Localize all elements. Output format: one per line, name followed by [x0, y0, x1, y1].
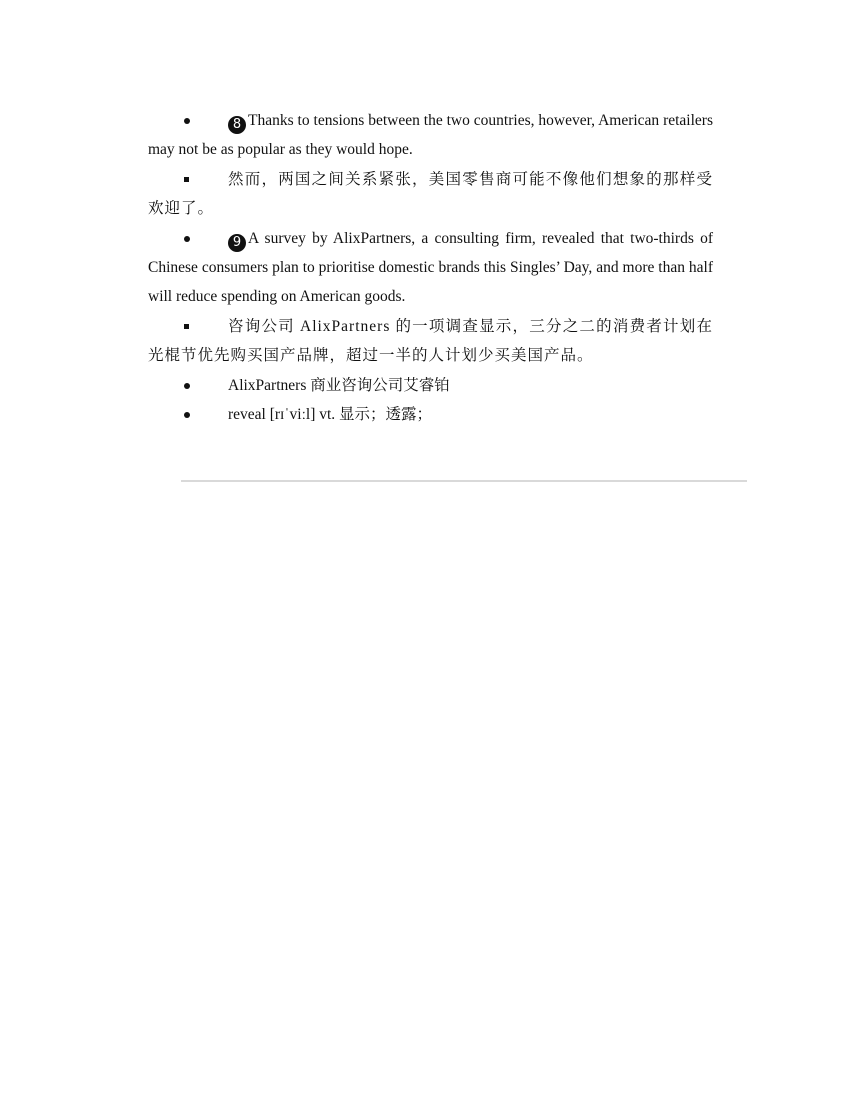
vocab-text: AlixPartners 商业咨询公司艾睿铂 [228, 377, 450, 394]
number-badge-8: 8 [228, 116, 246, 134]
paragraph-text: 然而，两国之间关系紧张，美国零售商可能不像他们想象的那样受欢迎了。 [148, 171, 713, 217]
paragraph-text: A survey by AlixPartners, a consulting firm, revealed that two-thirds of Chinese consumers plan to prioritise domestic brands this Singles’ Day, and more than half will reduce spending on American goods. [148, 230, 713, 305]
paragraph-9-zh [148, 312, 713, 370]
paragraph-9-en [148, 224, 713, 311]
vocab-alixpartners [148, 371, 713, 400]
number-badge-9: 9 [228, 234, 246, 252]
paragraph-8-zh [148, 165, 713, 223]
horizontal-divider [181, 480, 747, 482]
vocab-reveal [148, 400, 713, 429]
paragraph-text: 咨询公司 AlixPartners 的一项调查显示，三分之二的消费者计划在光棍节优先购买国产品牌，超过一半的人计划少买美国产品。 [148, 318, 713, 364]
vocab-text: reveal [rɪˈviːl] vt. 显示；透露； [228, 406, 433, 423]
paragraph-8-en [148, 106, 713, 164]
paragraph-text: Thanks to tensions between the two countries, however, American retailers may not be as popular as they would hope. [148, 112, 713, 158]
